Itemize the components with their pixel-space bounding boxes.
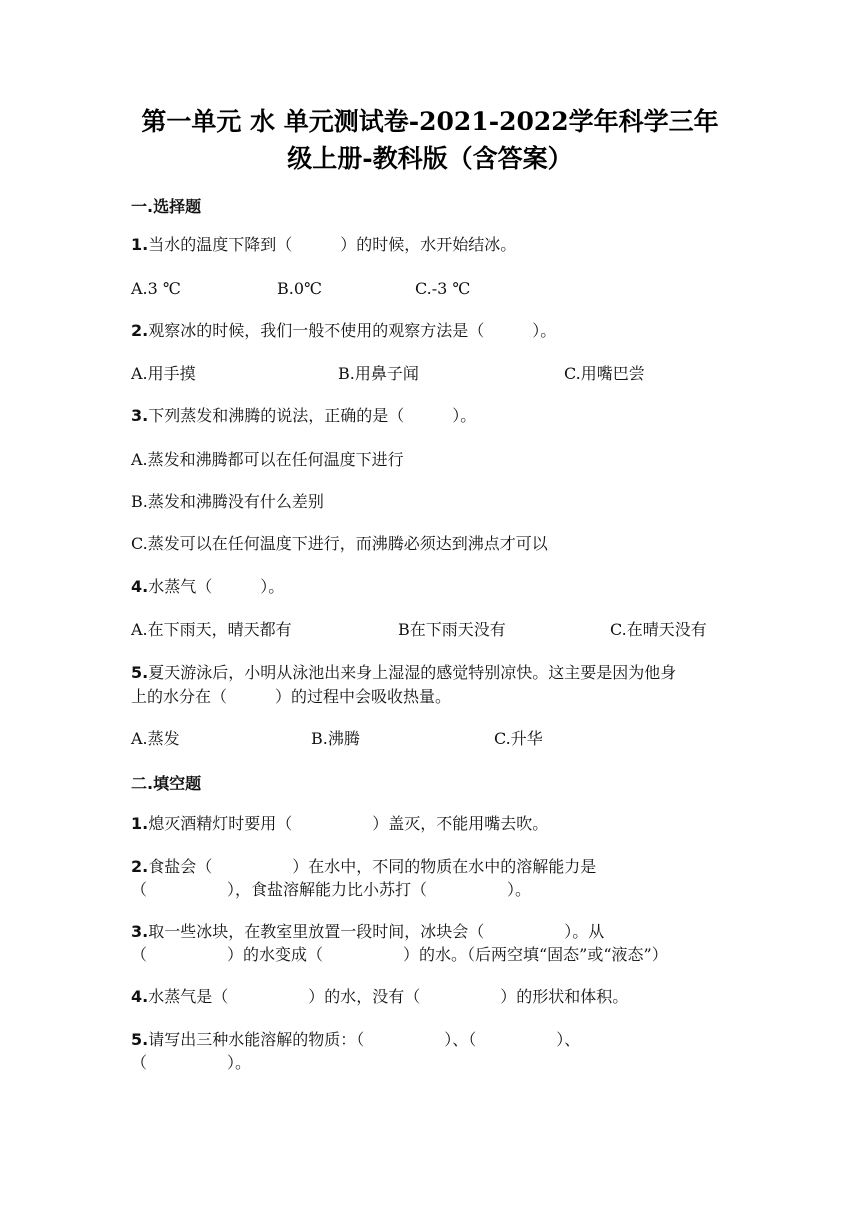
option-c: C.蒸发可以在任何温度下进行，而沸腾必须达到沸点才可以 bbox=[131, 534, 548, 553]
question-text: 取一些冰块，在教室里放置一段时间，冰块会（ ）。从 bbox=[148, 922, 605, 941]
fill-question-4 bbox=[131, 986, 628, 1008]
question-number: 1. bbox=[131, 235, 149, 254]
question-3 bbox=[131, 405, 476, 427]
option-c: C.-3 ℃ bbox=[415, 279, 471, 298]
question-5 bbox=[131, 662, 676, 684]
section-heading-choice: 一.选择题 bbox=[131, 197, 202, 216]
question-5-continued: 上的水分在（ ）的过程中会吸收热量。 bbox=[131, 687, 452, 706]
fill-question-3-continued: （ ）的水变成（ ）的水。（后两空填“固态”或“液态”） bbox=[131, 945, 668, 964]
question-1 bbox=[131, 234, 516, 256]
fill-question-5-continued: （ ）。 bbox=[131, 1053, 252, 1072]
question-number: 3. bbox=[131, 406, 149, 425]
fill-question-1 bbox=[131, 813, 548, 835]
question-number: 4. bbox=[131, 987, 149, 1006]
question-text: 水蒸气是（ ）的水，没有（ ）的形状和体积。 bbox=[148, 987, 629, 1006]
option-a: A.蒸发 bbox=[131, 729, 180, 748]
question-number: 4. bbox=[131, 577, 149, 596]
question-text: 水蒸气（ ）。 bbox=[148, 577, 285, 596]
fill-question-2 bbox=[131, 856, 596, 878]
question-4 bbox=[131, 576, 284, 598]
question-text: 下列蒸发和沸腾的说法，正确的是（ ）。 bbox=[148, 406, 477, 425]
question-text: 熄灭酒精灯时要用（ ）盖灭，不能用嘴去吹。 bbox=[148, 814, 549, 833]
option-a: A.3 ℃ bbox=[131, 279, 181, 298]
option-c: C.用嘴巴尝 bbox=[564, 364, 645, 383]
question-text: 请写出三种水能溶解的物质：（ ）、（ ）、 bbox=[148, 1030, 581, 1049]
question-number: 5. bbox=[131, 1030, 149, 1049]
question-text: 夏天游泳后，小明从泳池出来身上湿湿的感觉特别凉快。这主要是因为他身 bbox=[148, 663, 677, 682]
option-b: B.用鼻子闻 bbox=[338, 364, 419, 383]
question-number: 3. bbox=[131, 922, 149, 941]
question-number: 2. bbox=[131, 857, 149, 876]
option-a: A.蒸发和沸腾都可以在任何温度下进行 bbox=[131, 450, 404, 469]
option-b: B在下雨天没有 bbox=[398, 620, 506, 639]
fill-question-2-continued: （ ），食盐溶解能力比小苏打（ ）。 bbox=[131, 880, 532, 899]
option-b: B.沸腾 bbox=[311, 729, 360, 748]
page-title-line-2: 级上册-教科版（含答案） bbox=[287, 144, 573, 173]
option-c: C.升华 bbox=[494, 729, 543, 748]
option-b: B.0℃ bbox=[277, 279, 322, 298]
fill-question-3 bbox=[131, 921, 604, 943]
question-number: 2. bbox=[131, 321, 149, 340]
question-number: 1. bbox=[131, 814, 149, 833]
option-a: A.用手摸 bbox=[131, 364, 196, 383]
question-text: 当水的温度下降到（ ）的时候，水开始结冰。 bbox=[148, 235, 517, 254]
option-a: A.在下雨天，晴天都有 bbox=[131, 620, 292, 639]
question-text: 食盐会（ ）在水中，不同的物质在水中的溶解能力是 bbox=[148, 857, 597, 876]
section-heading-fill-blank: 二.填空题 bbox=[131, 774, 202, 793]
page-title-line-1: 第一单元 水 单元测试卷-2021-2022学年科学三年 bbox=[141, 107, 719, 136]
option-b: B.蒸发和沸腾没有什么差别 bbox=[131, 492, 324, 511]
fill-question-5 bbox=[131, 1029, 580, 1051]
question-number: 5. bbox=[131, 663, 149, 682]
question-text: 观察冰的时候，我们一般不使用的观察方法是（ ）。 bbox=[148, 321, 557, 340]
question-2 bbox=[131, 320, 556, 342]
option-c: C.在晴天没有 bbox=[610, 620, 707, 639]
